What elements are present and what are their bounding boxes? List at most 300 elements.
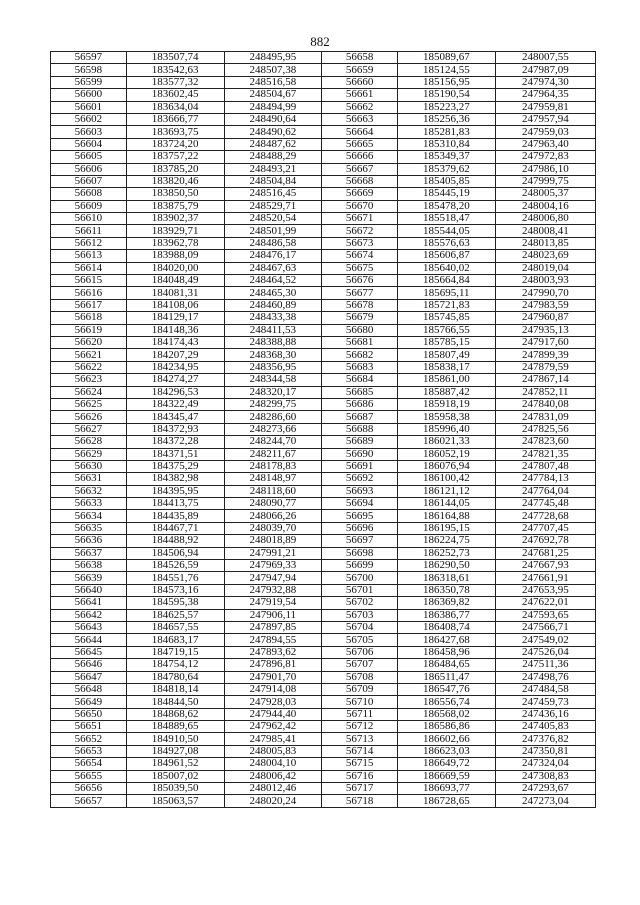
x-coordinate-cell: 184467,71 [126,522,224,534]
x-coordinate-cell: 185918,19 [398,398,496,410]
point-number-cell: 56686 [322,398,398,410]
y-coordinate-cell: 247986,10 [495,163,595,175]
x-coordinate-cell: 185379,62 [398,163,496,175]
point-number-cell: 56622 [51,361,127,373]
x-coordinate-cell: 184657,55 [126,621,224,633]
point-number-cell: 56615 [51,275,127,287]
y-coordinate-cell: 248476,17 [224,250,322,262]
x-coordinate-cell: 186144,05 [398,498,496,510]
table-row [51,89,596,101]
y-coordinate-cell: 247962,42 [224,721,322,733]
x-coordinate-cell: 184345,47 [126,411,224,423]
x-coordinate-cell: 184818,14 [126,683,224,695]
point-number-cell: 56619 [51,324,127,336]
table-row [51,671,596,683]
point-number-cell: 56635 [51,522,127,534]
point-number-cell: 56649 [51,696,127,708]
point-number-cell: 56630 [51,460,127,472]
table-row [51,634,596,646]
point-number-cell: 56644 [51,634,127,646]
y-coordinate-cell: 248516,45 [224,188,322,200]
y-coordinate-cell: 248433,38 [224,312,322,324]
x-coordinate-cell: 186121,12 [398,485,496,497]
x-coordinate-cell: 184526,59 [126,560,224,572]
y-coordinate-cell: 247484,58 [495,683,595,695]
y-coordinate-cell: 247987,09 [495,64,595,76]
y-coordinate-cell: 248018,89 [224,535,322,547]
point-number-cell: 56680 [322,324,398,336]
y-coordinate-cell: 248012,46 [224,783,322,795]
x-coordinate-cell: 184081,31 [126,287,224,299]
x-coordinate-cell: 183693,75 [126,126,224,138]
x-coordinate-cell: 184371,51 [126,448,224,460]
x-coordinate-cell: 183820,46 [126,175,224,187]
y-coordinate-cell: 247944,40 [224,708,322,720]
x-coordinate-cell: 186052,19 [398,448,496,460]
point-number-cell: 56655 [51,770,127,782]
table-row [51,522,596,534]
point-number-cell: 56623 [51,374,127,386]
y-coordinate-cell: 248006,42 [224,770,322,782]
point-number-cell: 56656 [51,783,127,795]
y-coordinate-cell: 248516,58 [224,76,322,88]
y-coordinate-cell: 248495,95 [224,52,322,64]
point-number-cell: 56698 [322,547,398,559]
x-coordinate-cell: 186290,50 [398,560,496,572]
x-coordinate-cell: 183542,63 [126,64,224,76]
y-coordinate-cell: 248388,88 [224,336,322,348]
point-number-cell: 56624 [51,386,127,398]
y-coordinate-cell: 248460,89 [224,299,322,311]
x-coordinate-cell: 185256,36 [398,113,496,125]
point-number-cell: 56605 [51,151,127,163]
x-coordinate-cell: 185281,83 [398,126,496,138]
x-coordinate-cell: 186511,47 [398,671,496,683]
x-coordinate-cell: 184234,95 [126,361,224,373]
y-coordinate-cell: 248090,77 [224,498,322,510]
y-coordinate-cell: 248486,58 [224,237,322,249]
point-number-cell: 56714 [322,745,398,757]
y-coordinate-cell: 247960,87 [495,312,595,324]
table-row [51,745,596,757]
table-row [51,460,596,472]
y-coordinate-cell: 248488,29 [224,151,322,163]
y-coordinate-cell: 247566,71 [495,621,595,633]
y-coordinate-cell: 248211,67 [224,448,322,460]
y-coordinate-cell: 248487,62 [224,138,322,150]
x-coordinate-cell: 183634,04 [126,101,224,113]
y-coordinate-cell: 247405,83 [495,721,595,733]
table-row [51,547,596,559]
y-coordinate-cell: 247707,45 [495,522,595,534]
point-number-cell: 56679 [322,312,398,324]
x-coordinate-cell: 184382,98 [126,473,224,485]
y-coordinate-cell: 248006,80 [495,213,595,225]
table-row [51,374,596,386]
point-number-cell: 56688 [322,423,398,435]
point-number-cell: 56658 [322,52,398,64]
x-coordinate-cell: 183577,32 [126,76,224,88]
x-coordinate-cell: 185721,83 [398,299,496,311]
table-row [51,510,596,522]
point-number-cell: 56648 [51,683,127,695]
point-number-cell: 56706 [322,646,398,658]
x-coordinate-cell: 183602,45 [126,89,224,101]
table-row [51,188,596,200]
point-number-cell: 56613 [51,250,127,262]
table-row [51,498,596,510]
point-number-cell: 56647 [51,671,127,683]
y-coordinate-cell: 247894,55 [224,634,322,646]
x-coordinate-cell: 186547,76 [398,683,496,695]
y-coordinate-cell: 247273,04 [495,795,595,807]
y-coordinate-cell: 248490,62 [224,126,322,138]
point-number-cell: 56631 [51,473,127,485]
y-coordinate-cell: 247825,56 [495,423,595,435]
y-coordinate-cell: 247919,54 [224,597,322,609]
x-coordinate-cell: 184780,64 [126,671,224,683]
y-coordinate-cell: 248178,83 [224,460,322,472]
x-coordinate-cell: 184506,94 [126,547,224,559]
y-coordinate-cell: 248066,26 [224,510,322,522]
x-coordinate-cell: 185544,05 [398,225,496,237]
point-number-cell: 56677 [322,287,398,299]
point-number-cell: 56676 [322,275,398,287]
point-number-cell: 56637 [51,547,127,559]
y-coordinate-cell: 248004,10 [224,758,322,770]
point-number-cell: 56618 [51,312,127,324]
point-number-cell: 56625 [51,398,127,410]
x-coordinate-cell: 183507,74 [126,52,224,64]
x-coordinate-cell: 186100,42 [398,473,496,485]
x-coordinate-cell: 186484,65 [398,659,496,671]
x-coordinate-cell: 186252,73 [398,547,496,559]
point-number-cell: 56689 [322,436,398,448]
y-coordinate-cell: 248019,04 [495,262,595,274]
point-number-cell: 56629 [51,448,127,460]
x-coordinate-cell: 183666,77 [126,113,224,125]
table-row [51,126,596,138]
table-row [51,621,596,633]
point-number-cell: 56650 [51,708,127,720]
table-row [51,597,596,609]
point-number-cell: 56708 [322,671,398,683]
y-coordinate-cell: 247964,35 [495,89,595,101]
point-number-cell: 56699 [322,560,398,572]
x-coordinate-cell: 186224,75 [398,535,496,547]
point-number-cell: 56598 [51,64,127,76]
table-row [51,411,596,423]
x-coordinate-cell: 185063,57 [126,795,224,807]
table-row [51,795,596,807]
x-coordinate-cell: 185664,84 [398,275,496,287]
x-coordinate-cell: 184375,29 [126,460,224,472]
x-coordinate-cell: 183850,50 [126,188,224,200]
x-coordinate-cell: 184910,50 [126,733,224,745]
y-coordinate-cell: 247823,60 [495,436,595,448]
point-number-cell: 56674 [322,250,398,262]
x-coordinate-cell: 186586,86 [398,721,496,733]
x-coordinate-cell: 185958,38 [398,411,496,423]
x-coordinate-cell: 184296,53 [126,386,224,398]
point-number-cell: 56671 [322,213,398,225]
table-row [51,584,596,596]
table-row [51,336,596,348]
x-coordinate-cell: 184372,93 [126,423,224,435]
y-coordinate-cell: 247593,65 [495,609,595,621]
x-coordinate-cell: 184020,00 [126,262,224,274]
point-number-cell: 56717 [322,783,398,795]
point-number-cell: 56660 [322,76,398,88]
table-row [51,237,596,249]
y-coordinate-cell: 247963,40 [495,138,595,150]
x-coordinate-cell: 185124,55 [398,64,496,76]
point-number-cell: 56642 [51,609,127,621]
x-coordinate-cell: 186602,66 [398,733,496,745]
y-coordinate-cell: 247661,91 [495,572,595,584]
y-coordinate-cell: 247959,81 [495,101,595,113]
point-number-cell: 56682 [322,349,398,361]
x-coordinate-cell: 183724,20 [126,138,224,150]
y-coordinate-cell: 247653,95 [495,584,595,596]
point-number-cell: 56645 [51,646,127,658]
x-coordinate-cell: 184372,28 [126,436,224,448]
table-row [51,151,596,163]
y-coordinate-cell: 248005,37 [495,188,595,200]
x-coordinate-cell: 184435,89 [126,510,224,522]
point-number-cell: 56604 [51,138,127,150]
point-number-cell: 56628 [51,436,127,448]
x-coordinate-cell: 183962,78 [126,237,224,249]
y-coordinate-cell: 248286,60 [224,411,322,423]
point-number-cell: 56684 [322,374,398,386]
point-number-cell: 56599 [51,76,127,88]
point-number-cell: 56703 [322,609,398,621]
y-coordinate-cell: 248507,38 [224,64,322,76]
point-number-cell: 56639 [51,572,127,584]
point-number-cell: 56641 [51,597,127,609]
y-coordinate-cell: 247947,94 [224,572,322,584]
point-number-cell: 56683 [322,361,398,373]
y-coordinate-cell: 248005,83 [224,745,322,757]
point-number-cell: 56716 [322,770,398,782]
table-row [51,361,596,373]
table-row [51,163,596,175]
y-coordinate-cell: 248356,95 [224,361,322,373]
point-number-cell: 56695 [322,510,398,522]
y-coordinate-cell: 247991,21 [224,547,322,559]
table-row [51,733,596,745]
point-number-cell: 56668 [322,175,398,187]
y-coordinate-cell: 248494,99 [224,101,322,113]
point-number-cell: 56700 [322,572,398,584]
y-coordinate-cell: 247959,03 [495,126,595,138]
x-coordinate-cell: 184274,27 [126,374,224,386]
point-number-cell: 56632 [51,485,127,497]
x-coordinate-cell: 184322,49 [126,398,224,410]
y-coordinate-cell: 247985,41 [224,733,322,745]
point-number-cell: 56634 [51,510,127,522]
y-coordinate-cell: 248039,70 [224,522,322,534]
y-coordinate-cell: 247293,67 [495,783,595,795]
point-number-cell: 56633 [51,498,127,510]
x-coordinate-cell: 183757,22 [126,151,224,163]
coordinates-table-body [51,52,596,808]
point-number-cell: 56672 [322,225,398,237]
table-row [51,473,596,485]
y-coordinate-cell: 247906,11 [224,609,322,621]
y-coordinate-cell: 247893,62 [224,646,322,658]
table-row [51,113,596,125]
y-coordinate-cell: 248467,63 [224,262,322,274]
x-coordinate-cell: 184927,08 [126,745,224,757]
y-coordinate-cell: 247901,70 [224,671,322,683]
y-coordinate-cell: 247897,85 [224,621,322,633]
x-coordinate-cell: 185223,27 [398,101,496,113]
point-number-cell: 56707 [322,659,398,671]
x-coordinate-cell: 184573,16 [126,584,224,596]
y-coordinate-cell: 248529,71 [224,200,322,212]
y-coordinate-cell: 247999,75 [495,175,595,187]
y-coordinate-cell: 247899,39 [495,349,595,361]
y-coordinate-cell: 248344,58 [224,374,322,386]
x-coordinate-cell: 184048,49 [126,275,224,287]
x-coordinate-cell: 185190,54 [398,89,496,101]
point-number-cell: 56617 [51,299,127,311]
x-coordinate-cell: 185785,15 [398,336,496,348]
x-coordinate-cell: 185310,84 [398,138,496,150]
table-row [51,423,596,435]
x-coordinate-cell: 185039,50 [126,783,224,795]
point-number-cell: 56664 [322,126,398,138]
table-row [51,646,596,658]
y-coordinate-cell: 248023,69 [495,250,595,262]
x-coordinate-cell: 185838,17 [398,361,496,373]
table-row [51,76,596,88]
x-coordinate-cell: 185478,20 [398,200,496,212]
x-coordinate-cell: 185576,63 [398,237,496,249]
x-coordinate-cell: 183902,37 [126,213,224,225]
point-number-cell: 56691 [322,460,398,472]
y-coordinate-cell: 247840,08 [495,398,595,410]
y-coordinate-cell: 248504,67 [224,89,322,101]
point-number-cell: 56607 [51,175,127,187]
table-row [51,708,596,720]
point-number-cell: 56610 [51,213,127,225]
table-row [51,200,596,212]
table-row [51,758,596,770]
y-coordinate-cell: 247784,13 [495,473,595,485]
y-coordinate-cell: 247917,60 [495,336,595,348]
table-row [51,436,596,448]
table-row [51,175,596,187]
table-row [51,535,596,547]
point-number-cell: 56710 [322,696,398,708]
y-coordinate-cell: 248148,97 [224,473,322,485]
table-row [51,324,596,336]
y-coordinate-cell: 247896,81 [224,659,322,671]
point-number-cell: 56666 [322,151,398,163]
table-row [51,659,596,671]
y-coordinate-cell: 247972,83 [495,151,595,163]
table-row [51,696,596,708]
table-row [51,683,596,695]
point-number-cell: 56690 [322,448,398,460]
y-coordinate-cell: 248320,17 [224,386,322,398]
x-coordinate-cell: 183988,09 [126,250,224,262]
y-coordinate-cell: 247681,25 [495,547,595,559]
point-number-cell: 56702 [322,597,398,609]
y-coordinate-cell: 247914,08 [224,683,322,695]
point-number-cell: 56670 [322,200,398,212]
point-number-cell: 56692 [322,473,398,485]
x-coordinate-cell: 184868,62 [126,708,224,720]
x-coordinate-cell: 185695,11 [398,287,496,299]
y-coordinate-cell: 248004,16 [495,200,595,212]
x-coordinate-cell: 185606,87 [398,250,496,262]
x-coordinate-cell: 184395,95 [126,485,224,497]
y-coordinate-cell: 247745,48 [495,498,595,510]
point-number-cell: 56608 [51,188,127,200]
x-coordinate-cell: 183875,79 [126,200,224,212]
y-coordinate-cell: 247376,82 [495,733,595,745]
point-number-cell: 56696 [322,522,398,534]
x-coordinate-cell: 184625,57 [126,609,224,621]
point-number-cell: 56685 [322,386,398,398]
y-coordinate-cell: 248465,30 [224,287,322,299]
table-row [51,101,596,113]
y-coordinate-cell: 248003,93 [495,275,595,287]
y-coordinate-cell: 247990,70 [495,287,595,299]
x-coordinate-cell: 184551,76 [126,572,224,584]
point-number-cell: 56609 [51,200,127,212]
y-coordinate-cell: 247879,59 [495,361,595,373]
point-number-cell: 56651 [51,721,127,733]
x-coordinate-cell: 186427,68 [398,634,496,646]
x-coordinate-cell: 184148,36 [126,324,224,336]
point-number-cell: 56701 [322,584,398,596]
point-number-cell: 56704 [322,621,398,633]
point-number-cell: 56646 [51,659,127,671]
y-coordinate-cell: 247807,48 [495,460,595,472]
point-number-cell: 56614 [51,262,127,274]
point-number-cell: 56669 [322,188,398,200]
x-coordinate-cell: 184488,92 [126,535,224,547]
point-number-cell: 56612 [51,237,127,249]
x-coordinate-cell: 186408,74 [398,621,496,633]
y-coordinate-cell: 247867,14 [495,374,595,386]
y-coordinate-cell: 248118,60 [224,485,322,497]
y-coordinate-cell: 247728,68 [495,510,595,522]
point-number-cell: 56711 [322,708,398,720]
point-number-cell: 56705 [322,634,398,646]
x-coordinate-cell: 184174,43 [126,336,224,348]
table-row [51,262,596,274]
point-number-cell: 56602 [51,113,127,125]
table-row [51,398,596,410]
x-coordinate-cell: 186195,15 [398,522,496,534]
point-number-cell: 56693 [322,485,398,497]
y-coordinate-cell: 247928,03 [224,696,322,708]
point-number-cell: 56694 [322,498,398,510]
table-row [51,225,596,237]
table-row [51,64,596,76]
y-coordinate-cell: 248411,53 [224,324,322,336]
x-coordinate-cell: 185996,40 [398,423,496,435]
y-coordinate-cell: 247974,30 [495,76,595,88]
table-row [51,287,596,299]
point-number-cell: 56640 [51,584,127,596]
